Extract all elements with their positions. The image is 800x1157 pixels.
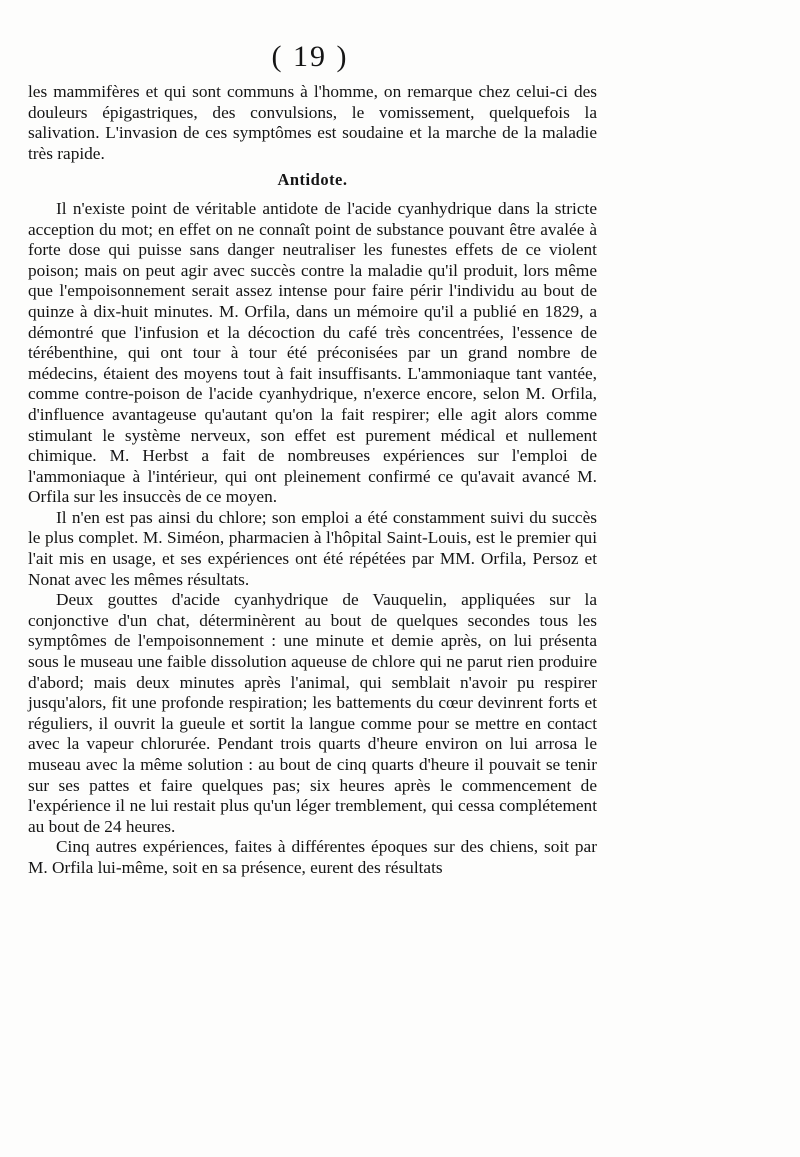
body-text xyxy=(28,82,597,879)
paragraph-chlore: Il n'en est pas ainsi du chlore; son emploi a été constamment suivi du succès le plus complet. M. Siméon, pharmacien à l'hôpital Saint-Louis, est le premier qui l'ait mis en usage, et ses expériences ont été répétées par MM. Orfila, Persoz et Nonat avec les mêmes résultats. xyxy=(28,507,597,589)
paragraph-experiment-chat: Deux gouttes d'acide cyanhydrique de Vauquelin, appliquées sur la conjonctive d'un chat, déterminèrent au bout de quelques secondes tous les symptômes de l'empoisonnement : une minute et demie après, on lui présenta sous le museau une faible dissolution aqueuse de chlore qui ne parut rien produire d'abord; mais deux minutes après l'animal, qui semblait n'avoir pu respirer jusqu'alors, fit une profonde respiration; les battements du cœur devinrent forts et réguliers, il ouvrit la gueule et sortit la langue comme pour se mettre en contact avec la vapeur chlorurée. Pendant trois quarts d'heure environ on lui arrosa le museau avec la même solution : au bout de cinq quarts d'heure il pouvait se tenir sur ses pattes et faire quelques pas; six heures après le commencement de l'expérience il ne lui restait plus qu'un léger tremblement, qui cessa complétement au bout de 24 heures. xyxy=(28,590,597,836)
section-heading: Antidote. xyxy=(277,170,348,190)
page-number: ( 19 ) xyxy=(271,40,349,73)
paragraph-continuation: les mammifères et qui sont communs à l'homme, on remarque chez celui-ci des douleurs épigastriques, des convulsions, le vomissement, quelquefois la salivation. L'invasion de ces symptômes est soudaine et la marche de la maladie très rapide. xyxy=(28,82,597,163)
paragraph-experiments-chiens: Cinq autres expériences, faites à différentes époques sur des chiens, soit par M. Orfila lui-même, soit en sa présence, eurent des résultats xyxy=(28,837,597,877)
paragraph-antidote-intro: Il n'existe point de véritable antidote de l'acide cyanhydrique dans la stricte acception du mot; en effet on ne connaît point de substance pouvant être avalée à forte dose qui puisse sans danger neutraliser les funestes effets de ce violent poison; mais on peut agir avec succès contre la maladie qu'il produit, lors même que l'empoisonnement serait assez intense pour faire périr l'individu au bout de quinze à dix-huit minutes. M. Orfila, dans un mémoire qu'il a publié en 1829, a démontré que l'infusion et la décoction du café très concentrées, l'essence de térébenthine, qui ont tour à tour été préconisées par un grand nombre de médecins, étaient des moyens tout à fait insuffisants. L'ammoniaque tant vantée, comme contre-poison de l'acide cyanhydrique, n'exerce encore, selon M. Orfila, d'influence avantageuse qu'autant qu'on la fait respirer; elle agit alors comme stimulant le système nerveux, son effet est purement médical et nullement chimique. M. Herbst a fait de nombreuses expériences sur l'emploi de l'ammoniaque à l'intérieur, qui ont pleinement confirmé ce qu'avait avancé M. Orfila sur les insuccès de ce moyen. xyxy=(28,198,597,507)
